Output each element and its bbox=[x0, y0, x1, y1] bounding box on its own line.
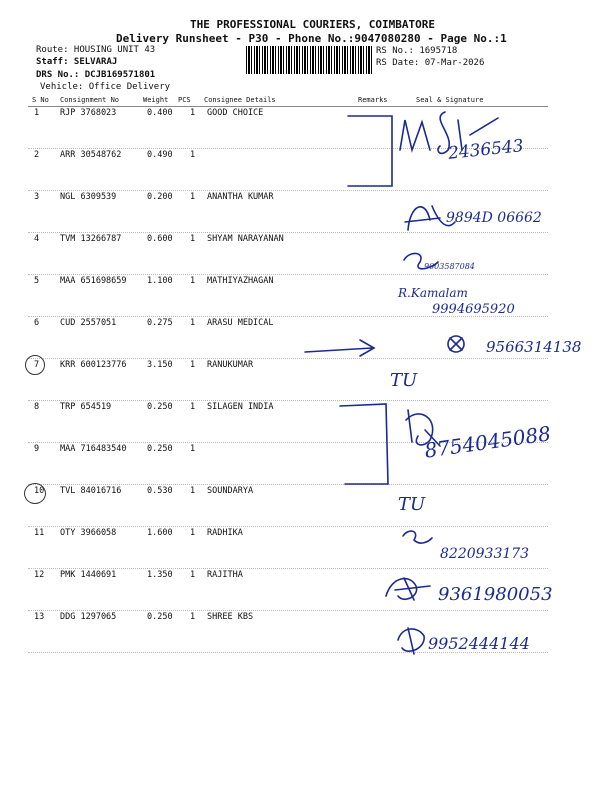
cell-consignee: SHREE KBS bbox=[207, 612, 254, 622]
cell-pcs: 1 bbox=[190, 486, 196, 496]
cell-weight: 0.250 bbox=[147, 444, 173, 454]
route-label: Route: HOUSING UNIT 43 bbox=[36, 45, 156, 55]
cell-weight: 1.100 bbox=[147, 276, 173, 286]
cell-consignee: ANANTHA KUMAR bbox=[207, 192, 274, 202]
col-remarks: Remarks bbox=[358, 96, 388, 104]
col-sno: S No bbox=[32, 96, 49, 104]
cell-sno: 3 bbox=[34, 192, 40, 202]
cell-consignee: GOOD CHOICE bbox=[207, 108, 264, 118]
cell-weight: 0.400 bbox=[147, 108, 173, 118]
col-weight: Weight bbox=[143, 96, 169, 104]
col-consignee: Consignee Details bbox=[204, 96, 276, 104]
handwritten-number: 8754045088 bbox=[422, 421, 553, 463]
handwritten-number: 9952444144 bbox=[428, 634, 530, 653]
cell-consignee: SHYAM NARAYANAN bbox=[207, 234, 284, 244]
cell-sno: 5 bbox=[34, 276, 40, 286]
col-consignment: Consignment No bbox=[60, 96, 120, 104]
cell-weight: 3.150 bbox=[147, 360, 173, 370]
cell-sno: 4 bbox=[34, 234, 40, 244]
handwritten-number: 9994695920 bbox=[432, 302, 515, 317]
cell-sno: 13 bbox=[34, 612, 45, 622]
cell-sno: 12 bbox=[34, 570, 45, 580]
cell-pcs: 1 bbox=[190, 150, 196, 160]
handwritten-number: 9003587084 bbox=[424, 262, 475, 271]
cell-pcs: 1 bbox=[190, 234, 196, 244]
cell-pcs: 1 bbox=[190, 108, 196, 118]
cell-weight: 1.350 bbox=[147, 570, 173, 580]
cell-consignment: DDG 1297065 bbox=[60, 612, 117, 622]
cell-consignee: RAJITHA bbox=[207, 570, 243, 580]
cell-weight: 0.250 bbox=[147, 612, 173, 622]
col-pcs: PCS bbox=[178, 96, 191, 104]
cell-pcs: 1 bbox=[190, 402, 196, 412]
handwritten-number: 8220933173 bbox=[440, 546, 530, 562]
cell-pcs: 1 bbox=[190, 318, 196, 328]
cell-consignee: MATHIYAZHAGAN bbox=[207, 276, 274, 286]
cell-pcs: 1 bbox=[190, 276, 196, 286]
cell-weight: 0.600 bbox=[147, 234, 173, 244]
runsheet-subtitle: Delivery Runsheet - P30 - Phone No.:9047080280 - Page No.:1 bbox=[116, 32, 507, 45]
cell-weight: 0.250 bbox=[147, 402, 173, 412]
col-seal-signature: Seal & Signature bbox=[416, 96, 484, 104]
cell-sno: 7 bbox=[34, 360, 40, 370]
cell-consignment: RJP 3768023 bbox=[60, 108, 117, 118]
handwritten-mark: TU bbox=[398, 494, 426, 515]
cell-sno: 10 bbox=[34, 486, 45, 496]
cell-consignee: RANUKUMAR bbox=[207, 360, 254, 370]
cell-sno: 11 bbox=[34, 528, 45, 538]
cell-pcs: 1 bbox=[190, 444, 196, 454]
cell-pcs: 1 bbox=[190, 360, 196, 370]
cell-consignment: ARR 30548762 bbox=[60, 150, 122, 160]
cell-consignment: NGL 6309539 bbox=[60, 192, 117, 202]
cell-consignee: SOUNDARYA bbox=[207, 486, 254, 496]
handwritten-number: 9894D 06662 bbox=[446, 210, 542, 226]
cell-sno: 6 bbox=[34, 318, 40, 328]
cell-sno: 9 bbox=[34, 444, 40, 454]
cell-consignee: RADHIKA bbox=[207, 528, 243, 538]
cell-consignment: MAA 716483540 bbox=[60, 444, 127, 454]
cell-weight: 0.490 bbox=[147, 150, 173, 160]
handwritten-number: 9361980053 bbox=[438, 584, 553, 605]
drs-number: DRS No.: DCJB169571801 bbox=[36, 70, 156, 80]
cell-consignee: ARASU MEDICAL bbox=[207, 318, 274, 328]
handwritten-number: 2436543 bbox=[447, 136, 525, 164]
cell-sno: 1 bbox=[34, 108, 40, 118]
cell-weight: 0.530 bbox=[147, 486, 173, 496]
cell-pcs: 1 bbox=[190, 192, 196, 202]
cell-weight: 1.600 bbox=[147, 528, 173, 538]
cell-consignment: MAA 651698659 bbox=[60, 276, 127, 286]
cell-sno: 8 bbox=[34, 402, 40, 412]
cell-consignment: KRR 600123776 bbox=[60, 360, 127, 370]
handwritten-name: R.Kamalam bbox=[398, 286, 468, 300]
cell-weight: 0.200 bbox=[147, 192, 173, 202]
cell-pcs: 1 bbox=[190, 612, 196, 622]
staff-label: Staff: SELVARAJ bbox=[36, 57, 118, 67]
rs-number: RS No.: 1695718 bbox=[376, 46, 458, 56]
cell-consignment: PMK 1440691 bbox=[60, 570, 117, 580]
handwritten-mark: TU bbox=[390, 370, 418, 391]
cell-consignment: TVM 13266787 bbox=[60, 234, 122, 244]
company-name: THE PROFESSIONAL COURIERS, COIMBATORE bbox=[190, 18, 436, 31]
rs-date: RS Date: 07-Mar-2026 bbox=[376, 58, 485, 68]
cell-consignment: TVL 84016716 bbox=[60, 486, 122, 496]
cell-weight: 0.275 bbox=[147, 318, 173, 328]
cell-pcs: 1 bbox=[190, 570, 196, 580]
vehicle-label: Vehicle: Office Delivery bbox=[40, 82, 171, 92]
cell-pcs: 1 bbox=[190, 528, 196, 538]
cell-sno: 2 bbox=[34, 150, 40, 160]
cell-consignment: CUD 2557051 bbox=[60, 318, 117, 328]
handwritten-number: 9566314138 bbox=[486, 338, 582, 356]
cell-consignment: TRP 654519 bbox=[60, 402, 112, 412]
cell-consignee: SILAGEN INDIA bbox=[207, 402, 274, 412]
cell-consignment: OTY 3966058 bbox=[60, 528, 117, 538]
